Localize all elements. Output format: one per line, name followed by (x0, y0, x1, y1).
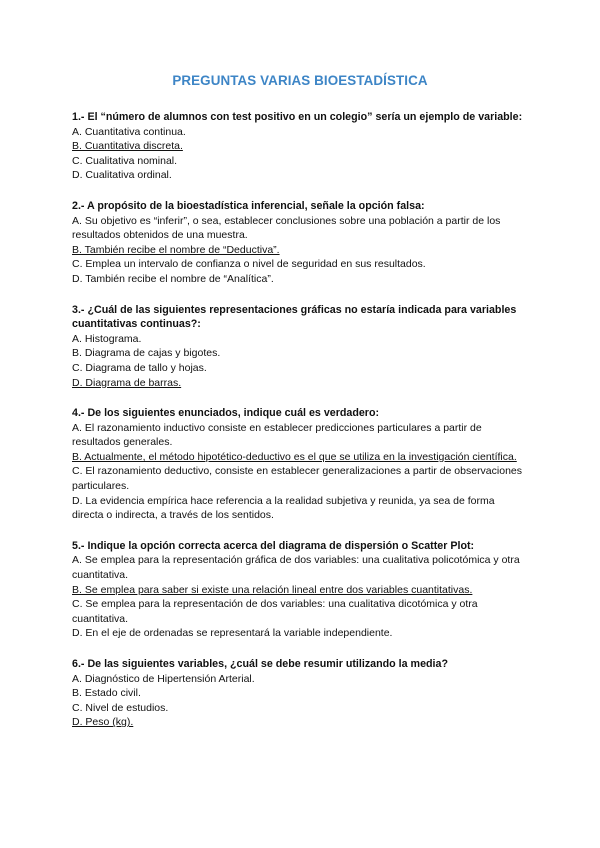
option-b: B. Diagrama de cajas y bigotes. (72, 347, 221, 360)
option-b-correct: B. Se emplea para saber si existe una relación lineal entre dos variables cuantitativas. (72, 583, 473, 596)
question-text: 1.- El “número de alumnos con test positivo en un colegio” sería un ejemplo de variable: (72, 111, 523, 123)
question-text: 3.- ¿Cuál de las siguientes representaciones gráficas no estaría indicada para variables cuantitativas continuas?: (72, 303, 517, 331)
question-text: 4.- De los siguientes enunciados, indique cuál es verdadero: (72, 407, 380, 420)
option-c: C. Diagrama de tallo y hojas. (72, 361, 207, 374)
question-text: 2.- A propósito de la bioestadística inferencial, señale la opción falsa: (72, 199, 425, 212)
option-list (72, 125, 528, 183)
option-list (72, 214, 528, 287)
option-a: A. Histograma. (72, 332, 142, 345)
option-a: A. El razonamiento inductivo consiste en establecer predicciones particulares a partir de resultados generales. (72, 421, 482, 449)
option-list (72, 421, 528, 523)
option-b: B. Estado civil. (72, 687, 141, 700)
option-c: C. Se emplea para la representación de dos variables: una cualitativa dicotómica y otra cuantitativa. (72, 598, 478, 625)
question-2 (72, 199, 528, 287)
option-b-correct: B. Cuantitativa discreta. (72, 140, 183, 153)
option-d: D. En el eje de ordenadas se representará la variable independiente. (72, 627, 393, 640)
question-1 (72, 110, 528, 183)
question-text: 6.- De las siguientes variables, ¿cuál se debe resumir utilizando la media? (72, 658, 448, 670)
option-list (72, 553, 528, 641)
option-d-correct: D. Peso (kg). (72, 716, 134, 729)
option-d: D. También recibe el nombre de “Analítica”. (72, 272, 274, 285)
question-text: 5.- Indique la opción correcta acerca del diagrama de dispersión o Scatter Plot: (72, 539, 475, 552)
option-a: A. Su objetivo es “inferir”, o sea, establecer conclusiones sobre una población a partir de los resultados obtenidos de una muestra. (72, 214, 501, 242)
option-d: D. Cualitativa ordinal. (72, 169, 172, 182)
option-d: D. La evidencia empírica hace referencia a la realidad subjetiva y reunida, ya sea de forma directa o indirecta, a través de los sentidos. (72, 494, 495, 522)
option-a: A. Cuantitativa continua. (72, 125, 186, 138)
option-b-correct: B. Actualmente, el método hipotético-deductivo es el que se utiliza en la investigación científica. (72, 450, 517, 463)
option-d-correct: D. Diagrama de barras. (72, 376, 182, 389)
option-a: A. Se emplea para la representación gráfica de dos variables: una cualitativa policotómica y otra cuantitativa. (72, 554, 520, 582)
option-a: A. Diagnóstico de Hipertensión Arterial. (72, 672, 255, 685)
option-c: C. Emplea un intervalo de confianza o nivel de seguridad en sus resultados. (72, 258, 426, 271)
question-3 (72, 303, 528, 391)
question-6 (72, 657, 528, 730)
option-c: C. Nivel de estudios. (72, 701, 169, 714)
question-4 (72, 406, 528, 523)
option-b-correct: B. También recibe el nombre de “Deductiva”. (72, 243, 280, 256)
option-list (72, 332, 528, 390)
question-5 (72, 539, 528, 641)
page-title: PREGUNTAS VARIAS BIOESTADÍSTICA (172, 73, 428, 88)
option-c: C. Cualitativa nominal. (72, 154, 178, 167)
option-c: C. El razonamiento deductivo, consiste en establecer generalizaciones a partir de observaciones particulares. (72, 465, 523, 493)
option-list (72, 672, 528, 730)
